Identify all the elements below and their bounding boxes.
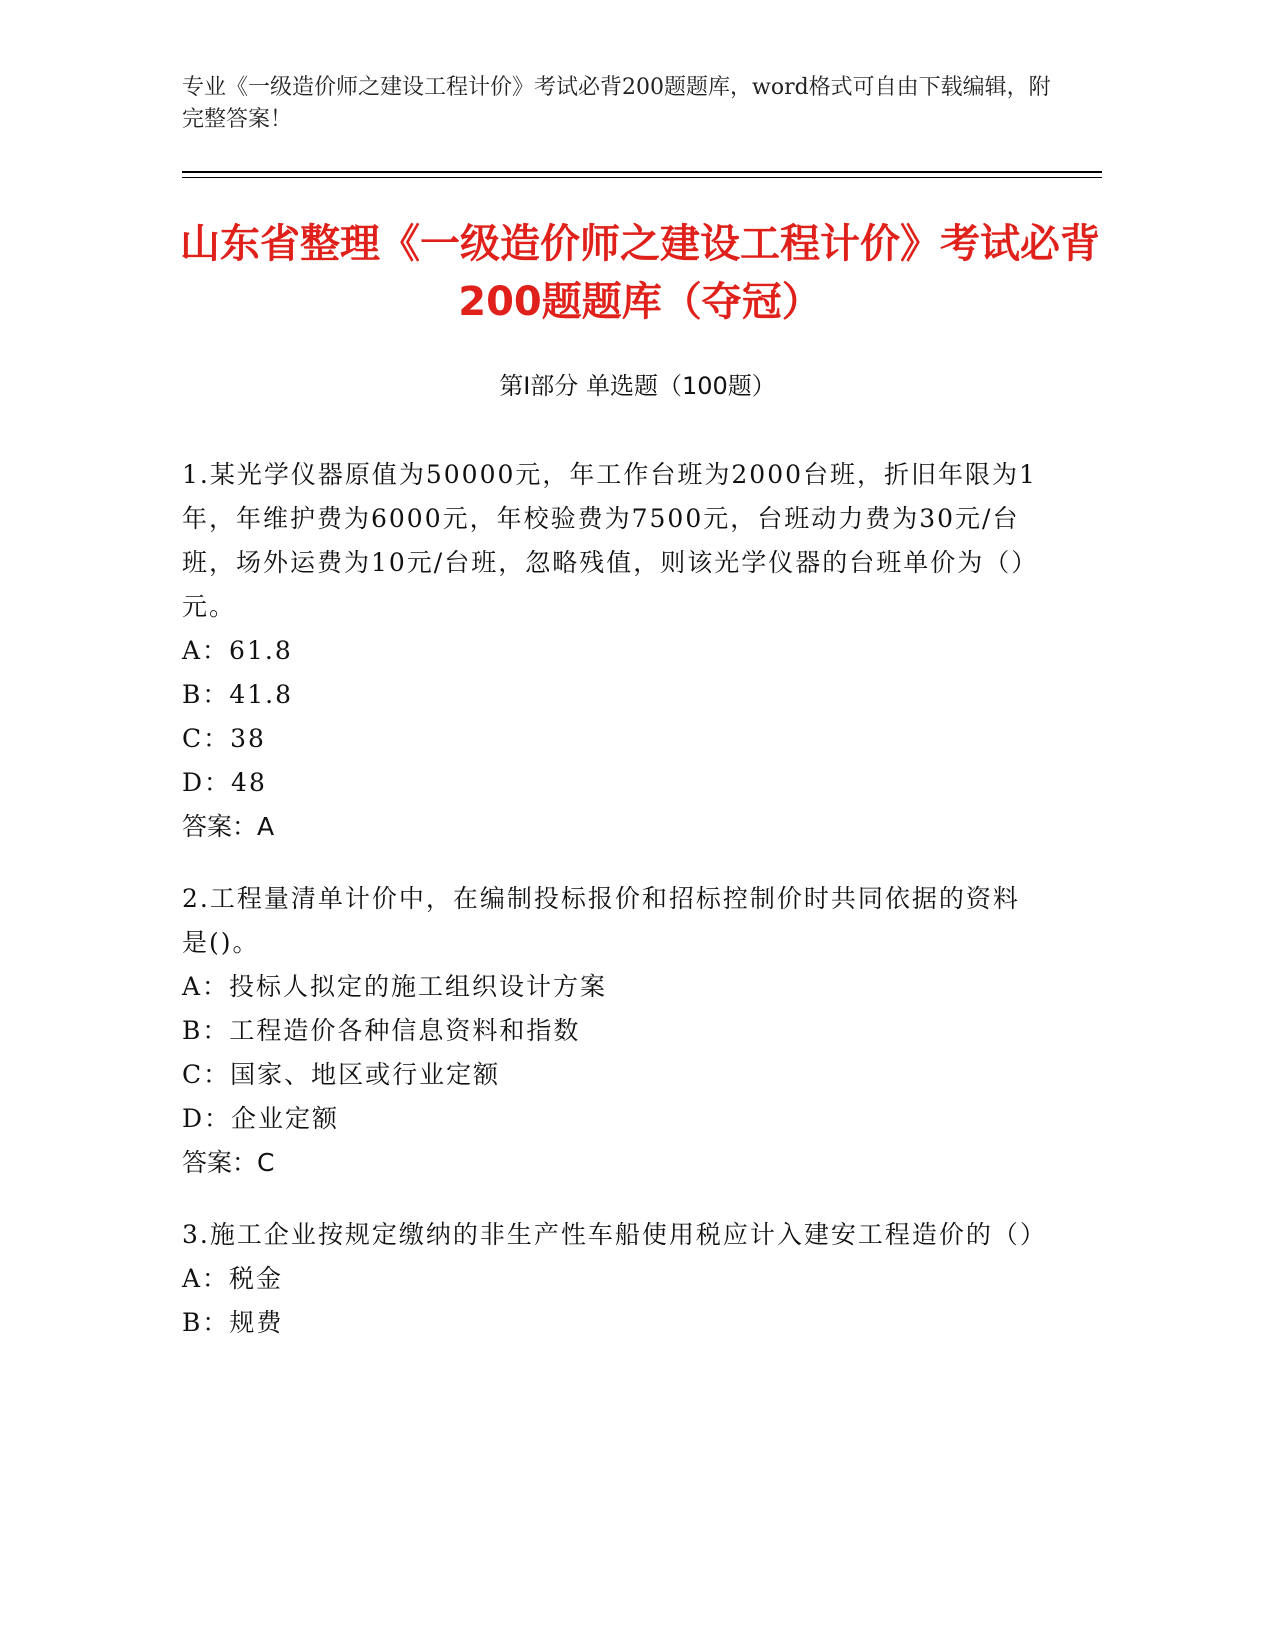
question-stem: 2.工程量清单计价中，在编制投标报价和招标控制价时共同依据的资料是()。 <box>182 884 1020 957</box>
question-2 <box>182 877 1042 1185</box>
header-note: 专业《一级造价师之建设工程计价》考试必背200题题库，word格式可自由下载编辑，附完整答案！ <box>182 75 1051 132</box>
header-rule-thick <box>182 171 1102 173</box>
option-a: A：税金 <box>182 1264 284 1293</box>
option-a: A：投标人拟定的施工组织设计方案 <box>182 972 608 1001</box>
answer: 答案：A <box>182 812 275 841</box>
answer: 答案：C <box>182 1148 275 1177</box>
option-b: B：41.8 <box>182 680 294 709</box>
option-d: D：企业定额 <box>182 1104 340 1133</box>
document-title: 山东省整理《一级造价师之建设工程计价》考试必背200题题库（夺冠） <box>180 221 1100 325</box>
option-a: A：61.8 <box>182 636 293 665</box>
question-3 <box>182 1213 1047 1345</box>
section-title: 第I部分 单选题（100题） <box>499 372 776 400</box>
question-1 <box>182 453 1042 849</box>
option-b: B：工程造价各种信息资料和指数 <box>182 1016 581 1045</box>
question-list <box>182 453 1047 1373</box>
question-stem: 1.某光学仪器原值为50000元，年工作台班为2000台班，折旧年限为1年，年维护费为6000元，年校验费为7500元，台班动力费为30元/台班，场外运费为10元/台班，忽略残值，则该光学仪器的台班单价为（）元。 <box>182 460 1039 621</box>
option-c: C：38 <box>182 724 266 753</box>
option-c: C：国家、地区或行业定额 <box>182 1060 501 1089</box>
header-rule-thin <box>182 177 1102 178</box>
option-b: B：规费 <box>182 1308 284 1337</box>
question-stem: 3.施工企业按规定缴纳的非生产性车船使用税应计入建安工程造价的（） <box>182 1220 1047 1249</box>
option-d: D：48 <box>182 768 267 797</box>
